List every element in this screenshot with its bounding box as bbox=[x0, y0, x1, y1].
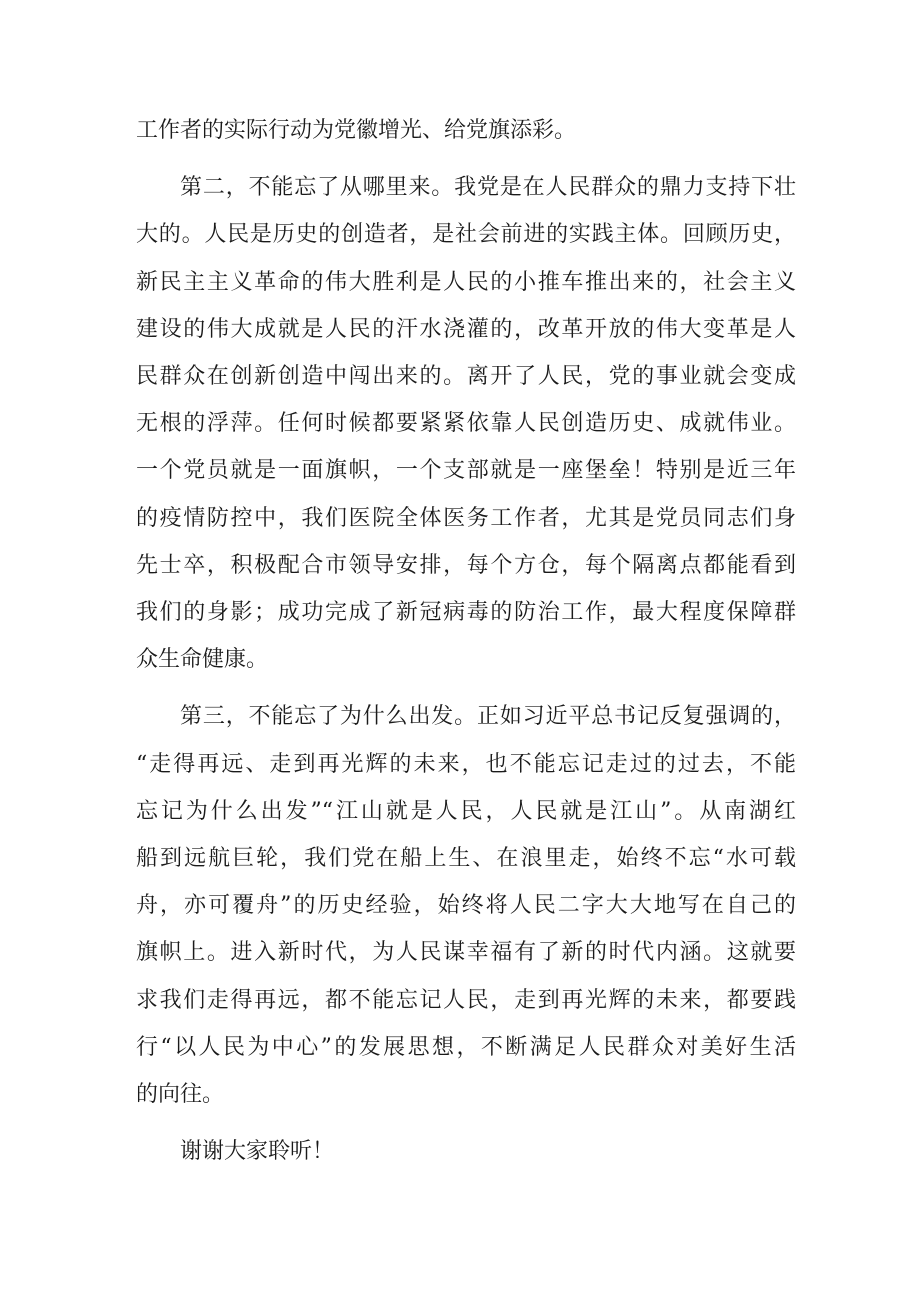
text-line: 船到远航巨轮，我们党在船上生、在浪里走，始终不忘“水可载 bbox=[136, 846, 796, 872]
text-line: 的向往。 bbox=[136, 1082, 225, 1108]
text-line: 旗帜上。进入新时代，为人民谋幸福有了新的时代内涵。这就要 bbox=[136, 940, 796, 966]
text-line: 新民主主义革命的伟大胜利是人民的小推车推出来的，社会主义 bbox=[136, 269, 796, 295]
paragraph-third-point bbox=[136, 693, 796, 1118]
text-line: 工作者的实际行动为党徽增光、给党旗添彩。 bbox=[136, 118, 577, 143]
paragraph-second-point bbox=[136, 164, 796, 683]
text-line: 建设的伟大成就是人民的汗水浇灌的，改革开放的伟大变革是人 bbox=[136, 316, 796, 342]
text-line: 行“以人民为中心”的发展思想，不断满足人民群众对美好生活 bbox=[136, 1034, 796, 1060]
text-line: 忘记为什么出发”“江山就是人民，人民就是江山”。从南湖红 bbox=[136, 798, 796, 824]
text-line: 我们的身影；成功完成了新冠病毒的防治工作，最大程度保障群 bbox=[136, 600, 796, 626]
text-line: 的疫情防控中，我们医院全体医务工作者，尤其是党员同志们身 bbox=[136, 505, 796, 531]
text-line: 大的。人民是历史的创造者，是社会前进的实践主体。回顾历史， bbox=[136, 222, 796, 248]
document-body bbox=[136, 107, 796, 1175]
text-line: 第三，不能忘了为什么出发。正如习近平总书记反复强调的， bbox=[180, 704, 796, 730]
text-line: 众生命健康。 bbox=[136, 647, 269, 673]
text-line: 一个党员就是一面旗帜，一个支部就是一座堡垒！特别是近三年 bbox=[136, 458, 796, 484]
text-line: 无根的浮萍。任何时候都要紧紧依靠人民创造历史、成就伟业。 bbox=[136, 411, 796, 437]
text-line: 舟，亦可覆舟”的历史经验，始终将人民二字大大地写在自己的 bbox=[136, 893, 796, 919]
text-line: 先士卒，积极配合市领导安排，每个方仓，每个隔离点都能看到 bbox=[136, 552, 796, 578]
paragraph-closing bbox=[136, 1128, 796, 1175]
text-line: 谢谢大家聆听！ bbox=[180, 1139, 335, 1165]
text-line: 求我们走得再远，都不能忘记人民，走到再光辉的未来，都要践 bbox=[136, 987, 796, 1013]
text-line: “走得再远、走到再光辉的未来，也不能忘记走过的过去，不能 bbox=[136, 751, 796, 777]
paragraph-continuation bbox=[136, 107, 796, 154]
text-line: 第二，不能忘了从哪里来。我党是在人民群众的鼎力支持下壮 bbox=[180, 175, 796, 201]
text-line: 民群众在创新创造中闯出来的。离开了人民，党的事业就会变成 bbox=[136, 364, 796, 390]
